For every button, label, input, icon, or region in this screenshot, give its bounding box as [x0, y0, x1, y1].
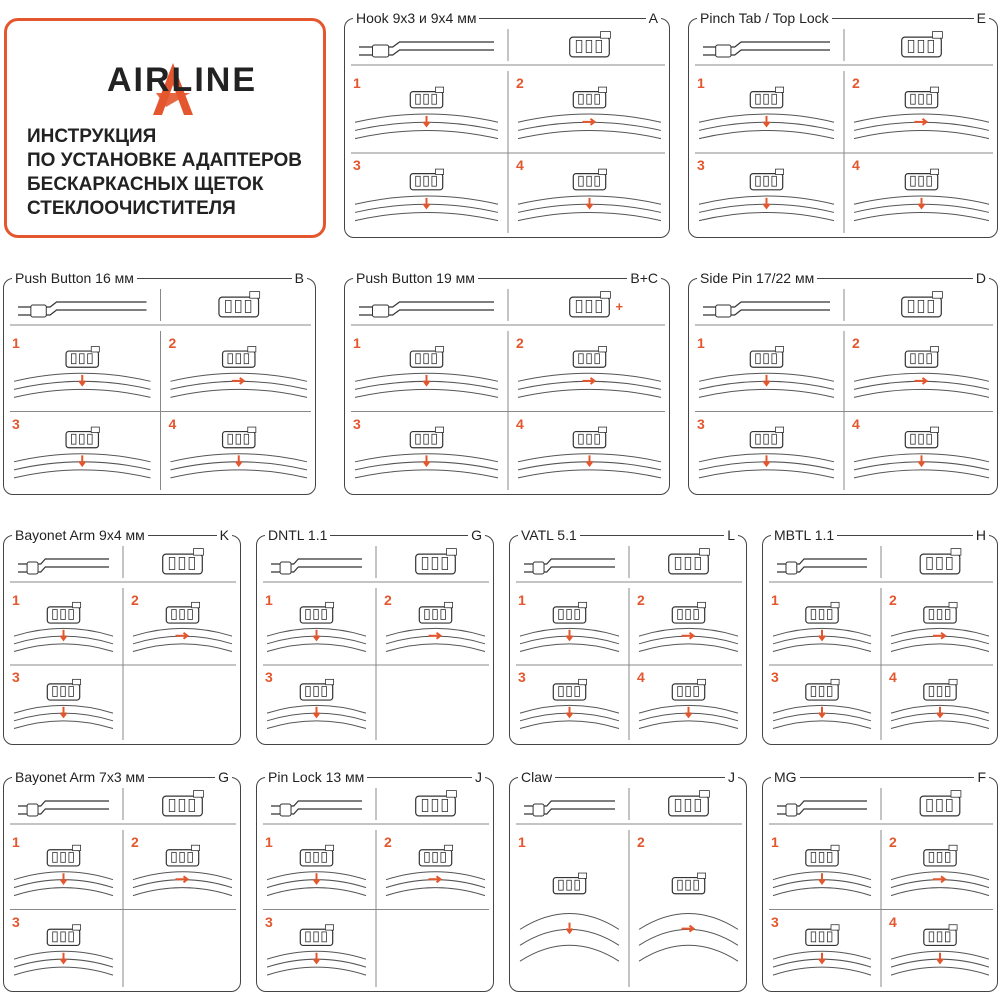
step-number: 2 [889, 834, 897, 850]
adapter-panel [3, 769, 241, 992]
adapter-code: J [472, 769, 485, 785]
panel-illustration [257, 536, 495, 746]
heading-line: СТЕКЛООЧИСТИТЕЛЯ [27, 198, 236, 219]
step-number: 4 [852, 415, 860, 432]
adapter-panel [256, 769, 494, 992]
panel-title: Hook 9x3 и 9x4 мм [353, 10, 479, 26]
step-number: 3 [697, 157, 705, 173]
panel-illustration [4, 778, 242, 993]
step-number: 2 [516, 75, 524, 91]
adapter-panel [762, 527, 998, 745]
panel-illustration [763, 536, 999, 746]
panel-illustration [763, 778, 999, 993]
step-number: 4 [516, 415, 524, 432]
panel-illustration [4, 279, 317, 496]
step-number: 3 [265, 913, 273, 930]
step-number: 3 [12, 913, 20, 930]
adapter-code: G [215, 769, 232, 785]
step-number: 2 [637, 592, 645, 608]
step-number: 1 [12, 834, 20, 850]
step-number: 1 [518, 834, 526, 850]
adapter-code: G [468, 527, 485, 543]
step-number: 4 [852, 157, 860, 173]
plus-sign: + [615, 299, 624, 314]
panel-illustration [510, 536, 748, 746]
panel-illustration [689, 19, 999, 239]
step-number: 3 [697, 415, 705, 432]
adapter-panel [344, 270, 670, 495]
panel-title: Pin Lock 13 мм [265, 769, 367, 785]
adapter-code: D [973, 270, 989, 286]
step-number: 3 [771, 669, 779, 685]
panel-title: Side Pin 17/22 мм [697, 270, 817, 286]
panel-title: Push Button 16 мм [12, 270, 137, 286]
step-number: 4 [889, 913, 897, 930]
adapter-panel [509, 769, 747, 992]
step-number: 2 [384, 834, 392, 850]
step-number: 2 [852, 335, 860, 351]
step-number: 1 [771, 592, 779, 608]
adapter-panel [3, 270, 316, 495]
adapter-code: J [725, 769, 738, 785]
step-number: 1 [265, 592, 273, 608]
panel-title: MG [771, 769, 800, 785]
adapter-panel [3, 527, 241, 745]
brand-name: AIRLINE [107, 61, 257, 99]
step-number: 4 [889, 669, 897, 685]
adapter-panel [688, 10, 998, 238]
panel-title: Pinch Tab / Top Lock [697, 10, 832, 26]
step-number: 2 [889, 592, 897, 608]
panel-illustration [257, 778, 495, 993]
panel-title: Push Button 19 мм [353, 270, 478, 286]
step-number: 3 [771, 913, 779, 930]
step-number: 2 [384, 592, 392, 608]
panel-title: VATL 5.1 [518, 527, 580, 543]
adapter-panel [256, 527, 494, 745]
adapter-code: E [974, 10, 989, 26]
step-number: 3 [518, 669, 526, 685]
step-number: 2 [516, 335, 524, 351]
adapter-panel [344, 10, 670, 238]
step-number: 1 [12, 335, 20, 351]
adapter-code: F [974, 769, 989, 785]
panel-title: Claw [518, 769, 555, 785]
heading-line: БЕСКАРКАСНЫХ ЩЕТОК [27, 174, 264, 195]
panel-illustration [510, 778, 748, 993]
step-number: 1 [353, 75, 361, 91]
step-number: 1 [265, 834, 273, 850]
adapter-panel [762, 769, 998, 992]
step-number: 3 [353, 415, 361, 432]
heading-line: ИНСТРУКЦИЯ [27, 126, 157, 147]
step-number: 3 [12, 669, 20, 685]
adapter-code: H [973, 527, 989, 543]
panel-title: Bayonet Arm 9x4 мм [12, 527, 148, 543]
adapter-panel [509, 527, 747, 745]
adapter-code: B [292, 270, 307, 286]
step-number: 4 [637, 669, 645, 685]
step-number: 2 [131, 592, 139, 608]
step-number: 4 [516, 157, 524, 173]
step-number: 3 [353, 157, 361, 173]
step-number: 1 [353, 335, 361, 351]
step-number: 1 [697, 75, 705, 91]
heading-line: ПО УСТАНОВКЕ АДАПТЕРОВ [27, 150, 302, 171]
step-number: 2 [637, 834, 645, 850]
adapter-code: A [646, 10, 661, 26]
step-number: 3 [265, 669, 273, 685]
step-number: 2 [852, 75, 860, 91]
step-number: 1 [697, 335, 705, 351]
panel-title: MBTL 1.1 [771, 527, 837, 543]
step-number: 1 [518, 592, 526, 608]
step-number: 4 [168, 415, 177, 432]
step-number: 3 [12, 415, 20, 432]
adapter-panel [688, 270, 998, 495]
panel-title: Bayonet Arm 7x3 мм [12, 769, 148, 785]
step-number: 1 [771, 834, 779, 850]
instruction-heading [27, 125, 302, 221]
step-number: 2 [168, 335, 177, 351]
brand-block [4, 18, 326, 238]
panel-illustration [345, 19, 671, 239]
step-number: 1 [12, 592, 20, 608]
adapter-code: B+C [627, 270, 661, 286]
adapter-code: L [724, 527, 738, 543]
step-number: 2 [131, 834, 139, 850]
panel-illustration [689, 279, 999, 496]
panel-illustration [4, 536, 242, 746]
panel-title: DNTL 1.1 [265, 527, 330, 543]
adapter-code: K [217, 527, 232, 543]
